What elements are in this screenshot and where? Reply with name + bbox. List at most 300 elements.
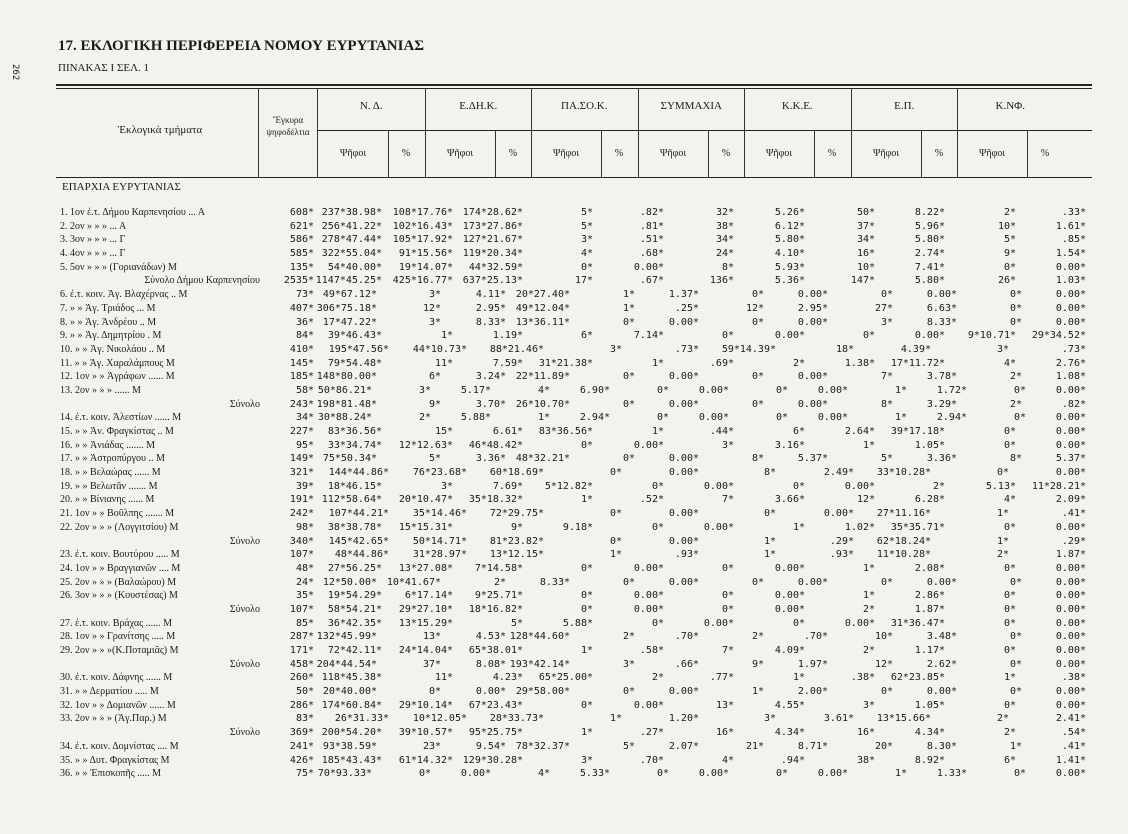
valid-votes-cell: 242* xyxy=(289,508,314,520)
value-cell: 2.95* xyxy=(475,302,506,314)
table-row xyxy=(0,411,1128,425)
value-cell: 148*80.00* xyxy=(316,371,377,383)
value-cell: 0.00* xyxy=(817,384,848,396)
value-cell: 3.61* xyxy=(823,713,854,725)
value-cell: 18*46.15* xyxy=(327,480,382,492)
value-cell: 37* xyxy=(856,220,875,232)
value-cell: 48*44.86* xyxy=(334,549,389,561)
value-cell: 8.33* xyxy=(475,316,506,328)
value-cell: 33*10.28* xyxy=(876,467,931,479)
value-cell: 91*15.56* xyxy=(398,248,453,260)
value-cell: 16* xyxy=(856,727,875,739)
value-cell: .81* xyxy=(639,220,664,232)
party-name: ΠΑ.ΣΟ.Κ. xyxy=(561,100,608,112)
value-cell: 21* xyxy=(745,740,764,752)
valid-votes-cell: 135* xyxy=(289,261,314,273)
section-title: ΕΠΑΡΧΙΑ ΕΥΡΥΤΑΝΙΑΣ xyxy=(62,181,181,193)
valid-votes-cell: 149* xyxy=(289,453,314,465)
value-cell: 0* xyxy=(880,289,893,301)
value-cell: .51* xyxy=(639,234,664,246)
value-cell: .66* xyxy=(674,658,699,670)
value-cell: 12*12.63* xyxy=(398,439,453,451)
value-cell: 0.00* xyxy=(914,330,945,342)
value-cell: 65*25.00* xyxy=(538,672,593,684)
value-cell: 5* xyxy=(622,740,635,752)
value-cell: 0.00* xyxy=(1055,521,1086,533)
top-rule-thin xyxy=(56,88,1092,89)
page-title: 17. ΕΚΛΟΓΙΚΗ ΠΕΡΙΦΕΡΕΙΑ ΝΟΜΟΥ ΕΥΡΥΤΑΝΙΑΣ xyxy=(58,38,425,54)
column-divider xyxy=(258,88,259,177)
value-cell: 4.23* xyxy=(492,672,523,684)
value-cell: 5* xyxy=(1003,234,1016,246)
value-cell: 0* xyxy=(751,398,764,410)
value-cell: 2.07* xyxy=(668,740,699,752)
value-cell: 78*32.37* xyxy=(515,740,570,752)
value-cell: 44*10.73* xyxy=(412,343,467,355)
value-cell: 9*25.71* xyxy=(474,590,523,602)
value-cell: 8.71* xyxy=(797,740,828,752)
value-cell: 39*10.57* xyxy=(398,727,453,739)
percent-subheader: % xyxy=(614,148,624,159)
value-cell: 0.00* xyxy=(668,398,699,410)
value-cell: 3* xyxy=(721,439,734,451)
value-cell: 9* xyxy=(751,658,764,670)
value-cell: 13*27.08* xyxy=(398,562,453,574)
value-cell: 105*17.92* xyxy=(392,234,453,246)
value-cell: 20*27.40* xyxy=(515,289,570,301)
value-cell: 0* xyxy=(775,412,788,424)
value-cell: 0* xyxy=(775,768,788,780)
percent-subheader: % xyxy=(401,148,411,159)
value-cell: 2* xyxy=(418,412,431,424)
table-row xyxy=(0,603,1128,617)
value-cell: 3* xyxy=(622,658,635,670)
value-cell: 0.00* xyxy=(668,467,699,479)
value-cell: 0.00* xyxy=(774,603,805,615)
value-cell: 38* xyxy=(715,220,734,232)
value-cell: 7*14.58* xyxy=(474,562,523,574)
value-cell: 0.00* xyxy=(668,535,699,547)
value-cell: 0.00* xyxy=(1055,316,1086,328)
value-cell: 16* xyxy=(715,727,734,739)
row-label: 17. » » Ἀστροπύργου .. Μ xyxy=(60,453,165,465)
value-cell: 0* xyxy=(862,330,875,342)
value-cell: 0.00* xyxy=(460,768,491,780)
value-cell: 0.00* xyxy=(1055,603,1086,615)
value-cell: 0* xyxy=(622,316,635,328)
value-cell: .54* xyxy=(1061,727,1086,739)
value-cell: 2* xyxy=(651,672,664,684)
value-cell: 49*67.12* xyxy=(322,289,377,301)
value-cell: .73* xyxy=(674,343,699,355)
value-cell: 93*38.59* xyxy=(322,740,377,752)
value-cell: 0* xyxy=(775,384,788,396)
value-cell: 20*10.47* xyxy=(398,494,453,506)
value-cell: 13*12.15* xyxy=(489,549,544,561)
value-cell: 2.86* xyxy=(914,590,945,602)
value-cell: 0* xyxy=(1009,302,1022,314)
value-cell: 5*12.82* xyxy=(544,480,593,492)
value-cell: 5.80* xyxy=(774,234,805,246)
value-cell: 0.00* xyxy=(797,398,828,410)
value-cell: 6* xyxy=(1003,754,1016,766)
value-cell: 65*38.01* xyxy=(468,645,523,656)
table-row xyxy=(0,288,1128,302)
value-cell: 0.00* xyxy=(698,768,729,780)
value-cell: 4.09* xyxy=(774,645,805,656)
value-cell: 3.48* xyxy=(926,631,957,643)
value-cell: 4.39* xyxy=(900,343,931,355)
party-name: Ε.ΔΗ.Κ. xyxy=(459,100,498,112)
value-cell: 0.00* xyxy=(797,289,828,301)
value-cell: 3.36* xyxy=(926,453,957,465)
valid-votes-cell: 185* xyxy=(289,371,314,383)
table-row xyxy=(0,644,1128,658)
valid-votes-cell: 191* xyxy=(289,494,314,506)
table-row xyxy=(0,712,1128,726)
value-cell: 0.00* xyxy=(1055,645,1086,656)
valid-votes-cell: 321* xyxy=(289,467,314,479)
value-cell: 4* xyxy=(1003,357,1016,369)
value-cell: 0* xyxy=(580,590,593,602)
value-cell: 1* xyxy=(894,412,907,424)
value-cell: 3* xyxy=(580,234,593,246)
value-cell: 5.36* xyxy=(774,275,805,287)
value-cell: 7.41* xyxy=(914,261,945,273)
value-cell: 2* xyxy=(1003,727,1016,739)
value-cell: 38* xyxy=(856,754,875,766)
value-cell: 5* xyxy=(428,453,441,465)
value-cell: 1.08* xyxy=(1055,371,1086,383)
value-cell: 27*56.25* xyxy=(327,562,382,574)
value-cell: 2* xyxy=(1003,207,1016,218)
value-cell: 1.33* xyxy=(936,768,967,780)
value-cell: 1* xyxy=(996,535,1009,547)
row-label: 30. ἐ.τ. κοιν. Δάφνης ...... Μ xyxy=(60,672,173,684)
value-cell: 83*36.56* xyxy=(538,426,593,437)
value-cell: 4* xyxy=(1003,494,1016,506)
value-cell: 0* xyxy=(1003,562,1016,574)
row-label: Σύνολο xyxy=(229,398,260,410)
value-cell: 0* xyxy=(792,617,805,629)
value-cell: 0* xyxy=(580,603,593,615)
table-row xyxy=(0,671,1128,685)
value-cell: 4* xyxy=(721,754,734,766)
value-cell: 31*28.97* xyxy=(412,549,467,561)
value-cell: 0* xyxy=(1003,439,1016,451)
value-cell: .33* xyxy=(1061,207,1086,218)
value-cell: 0.00* xyxy=(668,316,699,328)
value-cell: .70* xyxy=(639,754,664,766)
value-cell: 0* xyxy=(1009,576,1022,588)
value-cell: 88*21.46* xyxy=(489,343,544,355)
row-label: 2. 2ον » » » ... Α xyxy=(60,220,127,232)
value-cell: 2.64* xyxy=(844,426,875,437)
value-cell: 0* xyxy=(880,686,893,698)
value-cell: 6* xyxy=(580,330,593,342)
valid-votes-cell: 286* xyxy=(289,699,314,711)
value-cell: 0* xyxy=(751,371,764,383)
value-cell: 5.26* xyxy=(774,207,805,218)
value-cell: 5* xyxy=(580,220,593,232)
value-cell: 0* xyxy=(792,480,805,492)
value-cell: 0.00* xyxy=(475,686,506,698)
value-cell: 198*81.48* xyxy=(316,398,377,410)
valid-votes-cell: 24* xyxy=(295,576,314,588)
value-cell: .25* xyxy=(674,302,699,314)
value-cell: 5.17* xyxy=(460,384,491,396)
value-cell: 9*10.71* xyxy=(967,330,1016,342)
row-label: 8. » » Ἁγ. Ἀνδρέου .. Μ xyxy=(60,316,157,328)
value-cell: 10*12.05* xyxy=(412,713,467,725)
value-cell: 2* xyxy=(493,576,506,588)
value-cell: 0* xyxy=(622,398,635,410)
value-cell: 5.80* xyxy=(914,275,945,287)
value-cell: 22*11.89* xyxy=(515,371,570,383)
value-cell: 6* xyxy=(792,426,805,437)
value-cell: 1.20* xyxy=(668,713,699,725)
value-cell: 0.00* xyxy=(1055,768,1086,780)
value-cell: 3.29* xyxy=(926,398,957,410)
table-row xyxy=(0,535,1128,549)
value-cell: 31*21.38* xyxy=(538,357,593,369)
results-table xyxy=(0,206,1128,781)
value-cell: 62*18.24* xyxy=(876,535,931,547)
valid-votes-cell: 621* xyxy=(289,220,314,232)
value-cell: 147* xyxy=(850,275,875,287)
value-cell: 174*28.62* xyxy=(462,207,523,218)
value-cell: .93* xyxy=(674,549,699,561)
table-row xyxy=(0,480,1128,494)
value-cell: 50* xyxy=(856,207,875,218)
value-cell: 2* xyxy=(1009,371,1022,383)
row-label: 25. 2ον » » » (Βαλαώρου) Μ xyxy=(60,576,177,588)
value-cell: 1.05* xyxy=(914,439,945,451)
value-cell: 0.00* xyxy=(633,261,664,273)
value-cell: 1* xyxy=(440,330,453,342)
value-cell: 0* xyxy=(656,412,669,424)
value-cell: 0* xyxy=(763,508,776,520)
party-name: ΣΥΜΜΑΧΙΑ xyxy=(660,100,722,112)
value-cell: 1* xyxy=(862,439,875,451)
row-label: 26. 3ον » » » (Κουστέσας) Μ xyxy=(60,590,178,602)
value-cell: 1* xyxy=(894,768,907,780)
row-label: 31. » » Δερματίου ..... Μ xyxy=(60,686,159,698)
valid-votes-cell: 458* xyxy=(289,658,314,670)
value-cell: 34* xyxy=(856,234,875,246)
row-label: Σύνολο xyxy=(229,658,260,670)
value-cell: 83*36.56* xyxy=(327,426,382,437)
valid-votes-cell: 95* xyxy=(295,439,314,451)
value-cell: 13* xyxy=(422,631,441,643)
votes-subheader: Ψῆφοι xyxy=(765,148,793,159)
value-cell: 0.00* xyxy=(703,480,734,492)
value-cell: 107*44.21* xyxy=(328,508,389,520)
value-cell: 36*42.35* xyxy=(327,617,382,629)
table-row xyxy=(0,316,1128,330)
valid-votes-cell: 58* xyxy=(295,384,314,396)
value-cell: 145*42.65* xyxy=(328,535,389,547)
value-cell: 2.76* xyxy=(1055,357,1086,369)
value-cell: 7* xyxy=(880,371,893,383)
value-cell: 26* xyxy=(997,275,1016,287)
value-cell: 8.08* xyxy=(475,658,506,670)
value-cell: 1.41* xyxy=(1055,754,1086,766)
value-cell: 13*15.66* xyxy=(876,713,931,725)
value-cell: 1* xyxy=(580,494,593,506)
table-row xyxy=(0,357,1128,371)
value-cell: 1* xyxy=(1003,672,1016,684)
value-cell: 9.18* xyxy=(562,521,593,533)
value-cell: 1.38* xyxy=(844,357,875,369)
value-cell: 0* xyxy=(1009,631,1022,643)
value-cell: 0.00* xyxy=(668,453,699,465)
value-cell: 7.59* xyxy=(492,357,523,369)
value-cell: 12* xyxy=(874,658,893,670)
value-cell: 0* xyxy=(1003,261,1016,273)
value-cell: 8* xyxy=(880,398,893,410)
valid-votes-cell: 410* xyxy=(289,343,314,355)
value-cell: 3.66* xyxy=(774,494,805,506)
value-cell: 0* xyxy=(721,562,734,574)
value-cell: 0.00* xyxy=(668,371,699,383)
row-label: 4. 4ον » » » ... Γ xyxy=(60,248,126,260)
value-cell: 17*47.22* xyxy=(322,316,377,328)
value-cell: 3* xyxy=(428,289,441,301)
value-cell: 6.90* xyxy=(579,384,610,396)
value-cell: 0* xyxy=(1013,768,1026,780)
value-cell: 2* xyxy=(1009,398,1022,410)
value-cell: 0* xyxy=(1003,521,1016,533)
value-cell: 0* xyxy=(622,371,635,383)
row-label: Σύνολο xyxy=(229,603,260,615)
value-cell: 237*38.98* xyxy=(321,207,382,218)
table-row xyxy=(0,699,1128,713)
row-label: 1. 1ον ἐ.τ. Δήμου Καρπενησίου ... Α xyxy=(60,207,205,218)
row-label: 29. 2ον » » »(Κ.Ποταμιᾶς) Μ xyxy=(60,645,179,656)
value-cell: .73* xyxy=(1061,343,1086,355)
value-cell: 39*17.18* xyxy=(890,426,945,437)
value-cell: 1* xyxy=(609,713,622,725)
value-cell: 3* xyxy=(428,316,441,328)
value-cell: 5.93* xyxy=(774,261,805,273)
value-cell: 23* xyxy=(422,740,441,752)
value-cell: 1* xyxy=(996,508,1009,520)
value-cell: 2.49* xyxy=(823,467,854,479)
value-cell: 0.00* xyxy=(844,617,875,629)
valid-votes-cell: 34* xyxy=(295,412,314,424)
value-cell: 1* xyxy=(1009,740,1022,752)
votes-subheader: Ψῆφοι xyxy=(659,148,687,159)
value-cell: 1* xyxy=(763,535,776,547)
value-cell: 0.00* xyxy=(698,412,729,424)
value-cell: 27* xyxy=(874,302,893,314)
page-number: 262 xyxy=(10,64,20,81)
value-cell: 76*23.68* xyxy=(412,467,467,479)
value-cell: 0* xyxy=(428,686,441,698)
table-row xyxy=(0,576,1128,590)
table-row xyxy=(0,562,1128,576)
value-cell: 0* xyxy=(1009,658,1022,670)
value-cell: 0* xyxy=(622,686,635,698)
table-row xyxy=(0,754,1128,768)
valid-votes-cell: 608* xyxy=(289,207,314,218)
value-cell: 17*11.72* xyxy=(890,357,945,369)
value-cell: 7.69* xyxy=(492,480,523,492)
value-cell: 2.00* xyxy=(797,686,828,698)
value-cell: 0.00* xyxy=(1055,439,1086,451)
value-cell: 0* xyxy=(1013,412,1026,424)
percent-subheader: % xyxy=(721,148,731,159)
value-cell: 3.16* xyxy=(774,439,805,451)
value-cell: 0.00* xyxy=(817,768,848,780)
value-cell: 6.63* xyxy=(926,302,957,314)
value-cell: 5.80* xyxy=(914,234,945,246)
party-name: Κ.Κ.Ε. xyxy=(781,100,813,112)
row-label: 28. 1ον » » Γρανίτσης ..... Μ xyxy=(60,631,176,643)
row-label: 6. ἐ.τ. κοιν. Ἁγ. Βλαχέρνας .. Μ xyxy=(60,289,188,301)
value-cell: 28*33.73* xyxy=(489,713,544,725)
value-cell: 59*14.39* xyxy=(721,343,776,355)
value-cell: .93* xyxy=(829,549,854,561)
value-cell: 0* xyxy=(1003,699,1016,711)
value-cell: 72*42.11* xyxy=(327,645,382,656)
table-row xyxy=(0,206,1128,220)
value-cell: 0.00* xyxy=(797,371,828,383)
value-cell: 1* xyxy=(894,384,907,396)
value-cell: 5.13* xyxy=(985,480,1016,492)
value-cell: 2.62* xyxy=(926,658,957,670)
value-cell: 6.28* xyxy=(914,494,945,506)
value-cell: 9.54* xyxy=(475,740,506,752)
value-cell: 9* xyxy=(1003,248,1016,260)
valid-votes-cell: 145* xyxy=(289,357,314,369)
value-cell: 3* xyxy=(580,754,593,766)
value-cell: 0* xyxy=(1003,426,1016,437)
value-cell: 1* xyxy=(862,562,875,574)
row-label: 3. 3ον » » » ... Γ xyxy=(60,234,126,246)
value-cell: 128*44.60* xyxy=(509,631,570,643)
value-cell: 1* xyxy=(792,672,805,684)
valid-votes-cell: 48* xyxy=(295,562,314,574)
value-cell: 13*36.11* xyxy=(515,316,570,328)
table-row xyxy=(0,247,1128,261)
value-cell: 37* xyxy=(422,658,441,670)
value-cell: 173*27.86* xyxy=(462,220,523,232)
value-cell: 0.00* xyxy=(1055,699,1086,711)
valid-votes-header: Ἔγκυρα ψηφοδέλτια xyxy=(266,115,310,137)
value-cell: 24*14.04* xyxy=(398,645,453,656)
table-row xyxy=(0,617,1128,631)
valid-votes-cell: 35* xyxy=(295,590,314,602)
value-cell: 112*58.64* xyxy=(321,494,382,506)
value-cell: 81*23.82* xyxy=(489,535,544,547)
value-cell: 4.11* xyxy=(475,289,506,301)
value-cell: 1* xyxy=(609,549,622,561)
valid-votes-cell: 2535* xyxy=(283,275,314,287)
value-cell: 0* xyxy=(651,617,664,629)
value-cell: 2* xyxy=(932,480,945,492)
table-row xyxy=(0,521,1128,535)
valid-votes-cell: 50* xyxy=(295,686,314,698)
value-cell: 0* xyxy=(1013,384,1026,396)
row-label: 24. 1ον » » Βραγγιανῶν .... Μ xyxy=(60,562,181,574)
value-cell: 8.33* xyxy=(926,316,957,328)
value-cell: 0.00* xyxy=(1055,261,1086,273)
value-cell: 2.94* xyxy=(579,412,610,424)
table-row xyxy=(0,740,1128,754)
value-cell: 0.00* xyxy=(1055,590,1086,602)
